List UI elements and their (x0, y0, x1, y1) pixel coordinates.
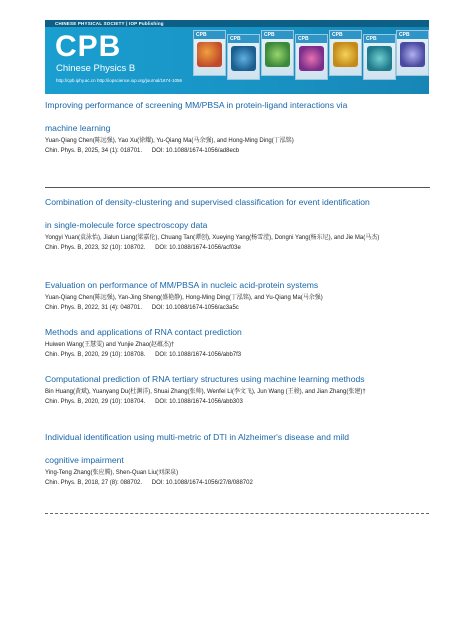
article-citation (45, 398, 430, 406)
article-entry (45, 327, 430, 359)
article-authors: Yongyi Yuan(袁泳怡), Jialun Liang(梁嘉伦), Chuang Tan(谭创), Xueying Yang(杨雪滢), Dongni Yang(杨东尼), and Jie Ma(马杰) (45, 235, 380, 241)
doi-link[interactable]: DOI: 10.1088/1674-1056/abb7f3 (155, 352, 242, 358)
cover-image: CPB (261, 30, 294, 76)
cover-image: CPB (363, 34, 396, 80)
article-title[interactable] (45, 197, 430, 230)
publisher-brand: CHINESE PHYSICAL SOCIETY | IOP Publishing (55, 21, 164, 26)
article-title-line1[interactable]: Individual identification using multi-metric of DTI in Alzheimer's disease and mild (45, 432, 349, 442)
doi-link[interactable]: DOI: 10.1088/1674-1056/ad8ecb (151, 148, 240, 154)
article-title-line1[interactable]: Combination of density-clustering and supervised classification for event identification (45, 197, 370, 207)
article-title[interactable] (45, 374, 430, 384)
article-citation (45, 351, 430, 359)
article-title[interactable] (45, 100, 430, 133)
cover-image: CPB (193, 30, 226, 76)
article-title[interactable] (45, 327, 430, 337)
article-authors: Yuan-Qiang Chen(陈远强), Yao Xu(徐耀), Yu-Qiang Ma(马余强), and Hong-Ming Ding(丁泓铭) (45, 138, 294, 144)
doi-link[interactable]: DOI: 10.1088/1674-1056/abb303 (155, 399, 243, 405)
journal-name: Chinese Physics B (56, 63, 136, 74)
article-title-line2[interactable]: cognitive impairment (45, 455, 124, 465)
citation-text: Chin. Phys. B, 2020, 29 (10): 108708. (45, 352, 146, 358)
article-authors: Bin Huang(黄斌), Yuanyang Du(杜渊洋), Shuai Zhang(张帅), Wenfei Li(李文飞), Jun Wang (王骏), and Jian Zhang(张建)† (45, 389, 366, 395)
citation-text: Chin. Phys. B, 2020, 29 (10): 108704. (45, 399, 146, 405)
article-citation (45, 479, 430, 487)
article-entry (45, 100, 430, 155)
section-divider (45, 187, 430, 188)
article-title-line1[interactable]: Computational prediction of RNA tertiary structures using machine learning methods (45, 374, 365, 384)
article-entry (45, 374, 430, 406)
doi-link[interactable]: DOI: 10.1088/1674-1056/ac3a5c (151, 305, 239, 311)
article-title-line2[interactable]: machine learning (45, 123, 111, 133)
cover-image: CPB (329, 30, 362, 76)
article-title[interactable] (45, 280, 430, 290)
cover-image: CPB (295, 34, 328, 80)
article-title[interactable] (45, 432, 430, 465)
article-authors: Yuan-Qiang Chen(陈远强), Yan-Jing Sheng(盛艳静), Hong-Ming Ding(丁泓铭), and Yu-Qiang Ma(马余强) (45, 295, 323, 301)
article-title-line1[interactable]: Improving performance of screening MM/PBSA in protein-ligand interactions via (45, 100, 348, 110)
doi-link[interactable]: DOI: 10.1088/1674-1056/27/8/088702 (151, 480, 253, 486)
citation-text: Chin. Phys. B, 2022, 31 (4): 048701. (45, 305, 143, 311)
cover-image: CPB (227, 34, 260, 80)
end-divider (45, 513, 429, 514)
cover-strip (193, 30, 429, 94)
journal-banner (45, 20, 429, 94)
article-authors: Ying-Teng Zhang(张应腾), Shen-Quan Liu(刘深泉) (45, 470, 179, 476)
citation-text: Chin. Phys. B, 2023, 32 (10): 108702. (45, 245, 146, 251)
citation-text: Chin. Phys. B, 2025, 34 (1): 018701. (45, 148, 143, 154)
article-title-line2[interactable]: in single-molecule force spectroscopy data (45, 220, 208, 230)
article-entry (45, 197, 430, 252)
article-title-line1[interactable]: Methods and applications of RNA contact prediction (45, 327, 242, 337)
article-title-line1[interactable]: Evaluation on performance of MM/PBSA in nucleic acid-protein systems (45, 280, 319, 290)
article-entry (45, 432, 430, 487)
article-entry (45, 280, 430, 312)
citation-text: Chin. Phys. B, 2018, 27 (8): 088702. (45, 480, 143, 486)
article-citation (45, 244, 430, 252)
doi-link[interactable]: DOI: 10.1088/1674-1056/acf03e (155, 245, 241, 251)
journal-url[interactable]: http://cpb.iphy.ac.cn http://iopscience.iop.org/journal/1674-1056 (56, 78, 182, 83)
cover-image: CPB (396, 30, 429, 76)
article-authors: Huiwen Wang(王慧雯) and Yunjie Zhao(赵蕴杰)† (45, 342, 175, 348)
journal-logo: CPB (55, 30, 122, 63)
article-citation (45, 147, 430, 155)
article-citation (45, 304, 430, 312)
